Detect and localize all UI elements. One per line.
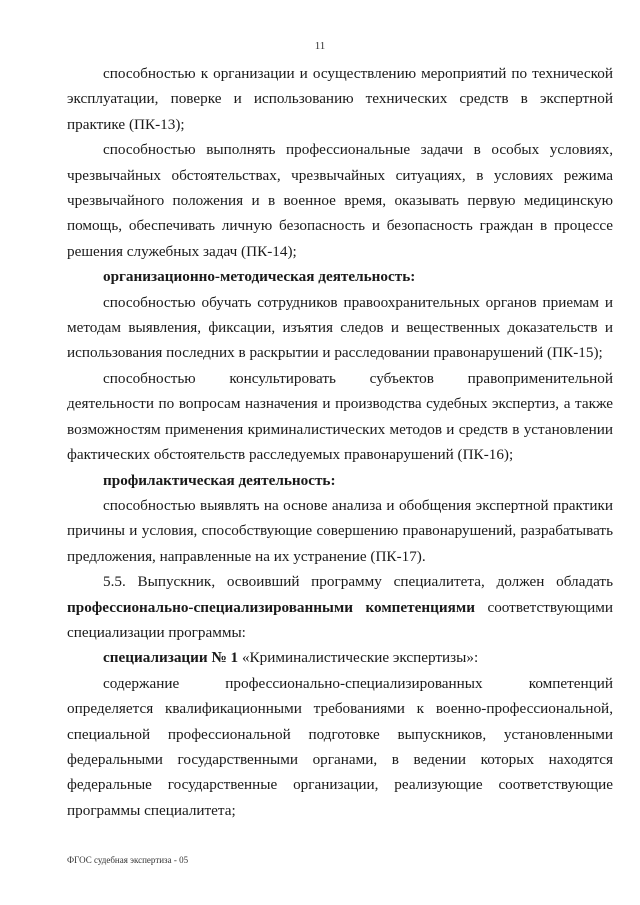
specialization-number: специализации № 1 [103,649,239,667]
graduate-bold-term: профессионально-специализированными компетенциями [67,598,475,616]
heading-text: профилактическая деятельность: [103,471,336,489]
paragraph-pk14: способностью выполнять профессиональные задачи в особых условиях, чрезвычайных обстоятельствах, чрезвычайных ситуациях, в условиях режима чрезвычайного положения и в военное время, оказывать первую медицинскую помощь, обеспечивать личную безопасность и безопасность граждан в процессе решения служебных задач (ПК-14); [67,141,613,260]
paragraph-pk13: способностью к организации и осуществлению мероприятий по технической эксплуатации, поверке и использованию технических средств в экспертной практике (ПК-13); [67,65,613,133]
footer-document-id: ФГОС судебная экспертиза - 05 [67,855,189,865]
page-body [67,61,613,823]
graduate-lead: 5.5. Выпускник, освоивший программу специалитета, должен обладать [103,573,613,591]
paragraph-pk16: способностью консультировать субъектов правоприменительной деятельности по вопросам назначения и производства судебных экспертиз, а также возможностям применения криминалистических методов и средств в установлении фактических обстоятельств расследуемых правонарушений (ПК-16); [67,369,613,464]
paragraph-pk15: способностью обучать сотрудников правоохранительных органов приемам и методам выявления, фиксации, изъятия следов и вещественных доказательств и использования последних в раскрытии и расследовании правонарушений (ПК-15); [67,293,613,362]
paragraph-competency-content: содержание профессионально-специализированных компетенций определяется квалификационными требованиями к военно-профессиональной, специальной профессиональной подготовке выпускников, установленными федеральными государственными органами, в ведении которых находятся федеральные государственные организации, реализующие соответствующие программы специалитета; [67,674,613,819]
section-heading-org-method [67,264,613,289]
paragraph-graduate-competencies [67,569,613,645]
heading-text: организационно-методическая деятельность: [103,268,416,286]
graduate-tail: соответствующими специализации программы: [67,598,613,641]
section-heading-prophylactic [67,468,613,493]
specialization-heading [67,645,613,670]
page-number: 11 [314,40,326,52]
specialization-title: «Криминалистические экспертизы»: [238,649,479,667]
paragraph-pk17: способностью выявлять на основе анализа и обобщения экспертной практики причины и условия, способствующие совершению правонарушений, разрабатывать предложения, направленные на их устранение (ПК-17). [67,496,613,565]
